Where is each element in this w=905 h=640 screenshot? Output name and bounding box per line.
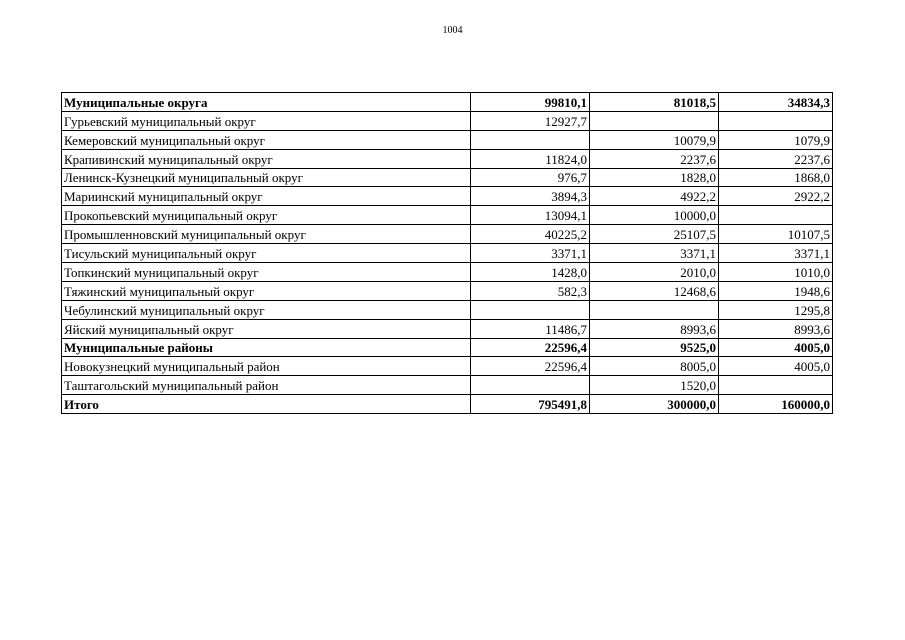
municipality-name-cell: Кемеровский муниципальный округ [62,130,471,149]
table-row [62,281,833,300]
value-cell-2: 1828,0 [590,168,719,187]
value-cell-3: 2922,2 [719,187,833,206]
value-cell-3: 2237,6 [719,149,833,168]
value-cell-2: 8993,6 [590,319,719,338]
municipality-name-cell: Тяжинский муниципальный округ [62,281,471,300]
budget-table-body [62,93,833,414]
budget-table [61,92,833,414]
value-cell-2: 25107,5 [590,225,719,244]
value-cell-1 [471,376,590,395]
municipality-name-cell: Топкинский муниципальный округ [62,263,471,282]
page-number: 1004 [442,25,463,36]
value-cell-2: 1520,0 [590,376,719,395]
value-cell-3 [719,111,833,130]
table-row [62,149,833,168]
municipality-name-cell: Новокузнецкий муниципальный район [62,357,471,376]
value-cell-2: 9525,0 [590,338,719,357]
table-row [62,376,833,395]
value-cell-3: 4005,0 [719,357,833,376]
value-cell-3 [719,206,833,225]
value-cell-2: 12468,6 [590,281,719,300]
value-cell-2: 4922,2 [590,187,719,206]
table-row [62,319,833,338]
value-cell-2: 2010,0 [590,263,719,282]
municipality-name-cell: Яйский муниципальный округ [62,319,471,338]
table-row [62,206,833,225]
table-row [62,187,833,206]
value-cell-3: 8993,6 [719,319,833,338]
value-cell-1: 582,3 [471,281,590,300]
value-cell-2 [590,300,719,319]
municipality-name-cell: Прокопьевский муниципальный округ [62,206,471,225]
value-cell-1 [471,300,590,319]
value-cell-1: 795491,8 [471,395,590,414]
value-cell-2 [590,111,719,130]
table-row [62,130,833,149]
value-cell-1: 1428,0 [471,263,590,282]
municipality-name-cell: Муниципальные округа [62,93,471,112]
value-cell-1: 11824,0 [471,149,590,168]
municipality-name-cell: Промышленновский муниципальный округ [62,225,471,244]
table-row [62,300,833,319]
value-cell-3: 1868,0 [719,168,833,187]
value-cell-3 [719,376,833,395]
value-cell-3: 1948,6 [719,281,833,300]
municipality-name-cell: Тисульский муниципальный округ [62,244,471,263]
table-row [62,338,833,357]
municipality-name-cell: Муниципальные районы [62,338,471,357]
value-cell-1: 13094,1 [471,206,590,225]
value-cell-1: 11486,7 [471,319,590,338]
table-row [62,244,833,263]
value-cell-1: 99810,1 [471,93,590,112]
value-cell-3: 10107,5 [719,225,833,244]
table-row [62,93,833,112]
value-cell-2: 2237,6 [590,149,719,168]
table-row [62,395,833,414]
value-cell-1: 3894,3 [471,187,590,206]
value-cell-3: 1010,0 [719,263,833,282]
value-cell-3: 1079,9 [719,130,833,149]
table-row [62,357,833,376]
municipality-name-cell: Таштагольский муниципальный район [62,376,471,395]
value-cell-1: 12927,7 [471,111,590,130]
value-cell-3: 3371,1 [719,244,833,263]
value-cell-1: 40225,2 [471,225,590,244]
value-cell-1: 22596,4 [471,357,590,376]
value-cell-3: 160000,0 [719,395,833,414]
value-cell-1: 976,7 [471,168,590,187]
table-row [62,168,833,187]
table-row [62,111,833,130]
table-row [62,225,833,244]
value-cell-3: 34834,3 [719,93,833,112]
municipality-name-cell: Крапивинский муниципальный округ [62,149,471,168]
value-cell-3: 4005,0 [719,338,833,357]
value-cell-2: 300000,0 [590,395,719,414]
value-cell-2: 8005,0 [590,357,719,376]
municipality-name-cell: Итого [62,395,471,414]
value-cell-3: 1295,8 [719,300,833,319]
table-row [62,263,833,282]
municipality-name-cell: Ленинск-Кузнецкий муниципальный округ [62,168,471,187]
value-cell-2: 81018,5 [590,93,719,112]
municipality-name-cell: Чебулинский муниципальный округ [62,300,471,319]
municipality-name-cell: Гурьевский муниципальный округ [62,111,471,130]
value-cell-1: 3371,1 [471,244,590,263]
value-cell-2: 10000,0 [590,206,719,225]
value-cell-2: 3371,1 [590,244,719,263]
value-cell-2: 10079,9 [590,130,719,149]
value-cell-1 [471,130,590,149]
municipality-name-cell: Мариинский муниципальный округ [62,187,471,206]
value-cell-1: 22596,4 [471,338,590,357]
